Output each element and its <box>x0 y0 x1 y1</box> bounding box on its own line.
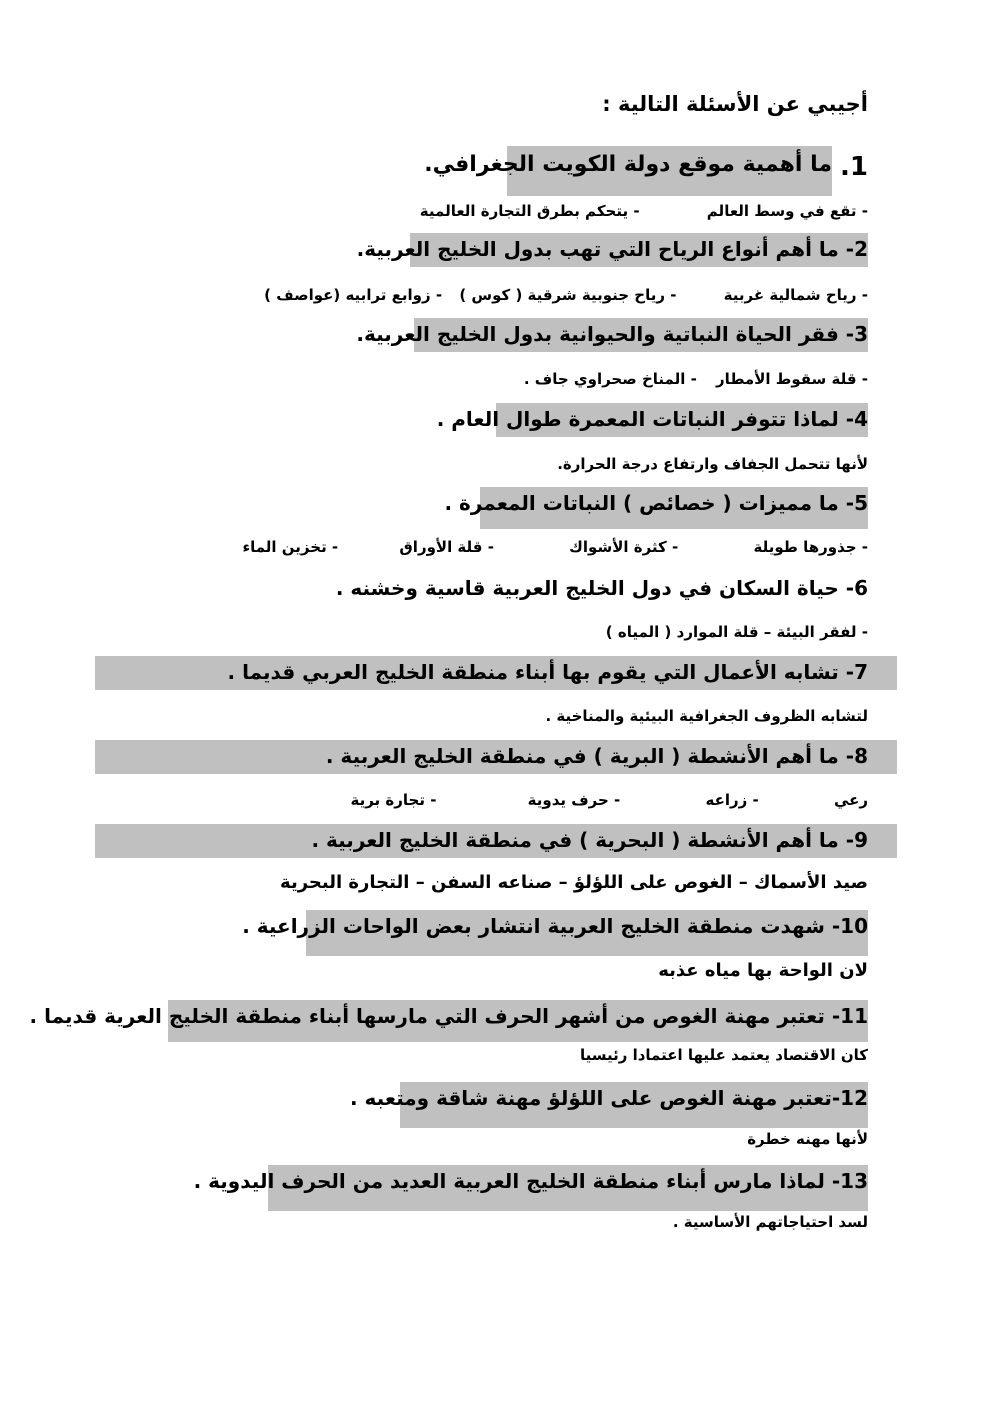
question-2: 2- ما أهم أنواع الرياح التي تهب بدول الخليج العربية. <box>410 233 868 267</box>
worksheet-title: أجيبي عن الأسئلة التالية : <box>602 92 868 116</box>
question-13: 13- لماذا مارس أبناء منطقة الخليج العربية العديد من الحرف اليدوية . <box>268 1165 868 1211</box>
question-4: 4- لماذا تتوفر النباتات المعمرة طوال العام . <box>496 403 868 437</box>
answer-1-item: - تقع في وسط العالم <box>706 202 868 220</box>
answer-3-item: - قلة سقوط الأمطار <box>716 370 868 388</box>
answer-1-item: - يتحكم بطرق التجارة العالمية <box>419 202 640 220</box>
question-10: 10- شهدت منطقة الخليج العربية انتشار بعض الواحات الزراعية . <box>306 910 868 956</box>
question-3: 3- فقر الحياة النباتية والحيوانية بدول الخليج العربية. <box>414 318 868 352</box>
answer-12: لأنها مهنه خطرة <box>747 1130 868 1148</box>
answer-5-item: - تخزين الماء <box>242 538 339 556</box>
answer-5-item: - قلة الأوراق <box>399 538 494 556</box>
answer-9: صيد الأسماك – الغوص على اللؤلؤ – صناعه السفن – التجارة البحرية <box>280 872 868 893</box>
question-1 <box>424 146 868 196</box>
answer-3-item: - المناخ صحراوي جاف . <box>523 370 697 388</box>
answer-2-item: - رياح شمالية غربية <box>723 286 868 304</box>
answer-7: لتشابه الظروف الجغرافية البيئية والمناخية . <box>545 707 868 725</box>
question-5: 5- ما مميزات ( خصائص ) النباتات المعمرة . <box>480 487 868 529</box>
answer-3 <box>524 370 868 388</box>
question-6: 6- حياة السكان في دول الخليج العربية قاسية وخشنه . <box>335 576 868 600</box>
answer-2-item: - زوابع ترابيه (عواصف ) <box>264 286 443 304</box>
answer-8-item: - زراعه <box>705 791 759 809</box>
question-11: 11- تعتبر مهنة الغوص من أشهر الحرف التي مارسها أبناء منطقة الخليج العرية قديما . <box>168 1000 868 1042</box>
question-12: 12-تعتبر مهنة الغوص على اللؤلؤ مهنة شاقة ومتعبه . <box>400 1082 868 1128</box>
answer-8-item: رعي <box>833 791 868 809</box>
question-8: 8- ما أهم الأنشطة ( البرية ) في منطقة الخليج العربية . <box>95 740 897 774</box>
answer-13: لسد احتياجاتهم الأساسية . <box>672 1213 868 1231</box>
answer-10: لان الواحة بها مياه عذبه <box>658 960 868 981</box>
answer-1 <box>420 202 868 220</box>
answer-8-item: - حرف يدوية <box>527 791 621 809</box>
answer-5-item: - جذورها طويلة <box>753 538 868 556</box>
answer-5 <box>242 538 868 556</box>
answer-2 <box>264 286 868 304</box>
answer-11: كان الاقتصاد يعتمد عليها اعتمادا رئيسيا <box>579 1046 868 1064</box>
answer-4: لأنها تتحمل الجفاف وارتفاع درجة الحرارة. <box>557 455 868 473</box>
answer-2-item: - رياح جنوبية شرقية ( كوس ) <box>459 286 677 304</box>
question-9: 9- ما أهم الأنشطة ( البحرية ) في منطقة الخليج العربية . <box>95 824 897 858</box>
answer-8 <box>351 791 869 809</box>
answer-6: - لفقر البيئة – قلة الموارد ( المياه ) <box>605 623 868 641</box>
answer-5-item: - كثرة الأشواك <box>569 538 679 556</box>
question-1-text: ما أهمية موقع دولة الكويت الجغرافي. <box>507 146 832 196</box>
answer-8-item: - تجارة برية <box>350 791 437 809</box>
question-1-number: 1. <box>840 152 868 182</box>
question-7: 7- تشابه الأعمال التي يقوم بها أبناء منطقة الخليج العربي قديما . <box>95 656 897 690</box>
